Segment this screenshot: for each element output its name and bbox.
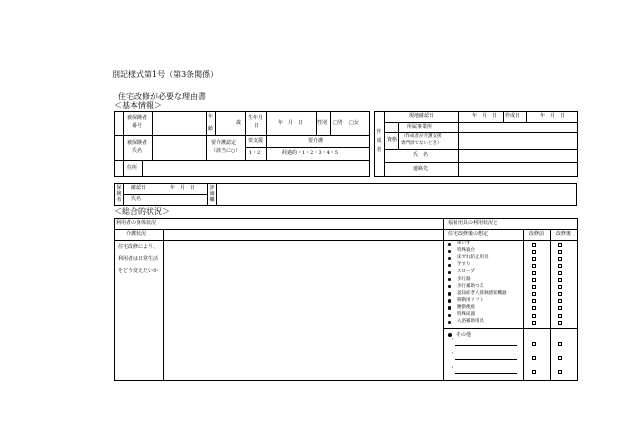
equipment-after-checkbox[interactable] [558,321,562,325]
equipment-item-label: 腰掛便座 [457,304,475,310]
insured-name-field[interactable] [153,136,205,159]
other-before-checkbox[interactable] [532,356,536,360]
author-name-label: 氏 名 [413,152,429,158]
other-item-prefix: ・ [450,351,456,357]
care-status-header: 介護状況 [126,231,147,237]
equipment-after-checkbox[interactable] [558,250,562,254]
form-reference: 別記様式第1号（第3条関係） [112,70,219,79]
qualification-note-2: 専門員でないとき） [401,141,442,146]
visit-date-label: 現地確認日 [409,113,435,119]
desired-change-field[interactable] [164,241,442,380]
equipment-before-checkbox[interactable] [532,321,536,325]
birth-date-value[interactable]: 年 月 日 [278,120,304,126]
equipment-item-label: 入浴補助用具 [457,319,484,325]
section-overall-status: ＜総合的状況＞ [114,207,170,216]
equipment-after-checkbox[interactable] [558,243,562,247]
qualification-note: （作成者が介護支援 [401,134,442,139]
equipment-item-label: 車いす [457,241,471,246]
before-header: 改修前 [529,231,545,237]
insurer-column-label: 保険者 [116,185,122,203]
equipment-before-checkbox[interactable] [532,278,536,282]
other-item-prefix: ・ [450,337,456,343]
equipment-after-checkbox[interactable] [558,299,562,303]
insurer-confirm-date-label: 確認日 [131,185,147,191]
support-label: 要支援 [248,138,264,144]
office-field[interactable] [459,123,577,131]
insured-name-label: 被保険者 [127,140,148,146]
section-basic-info: ＜基本情報＞ [114,101,162,110]
question-line-1: 住宅改修により、 [118,244,159,250]
equipment-item-label: 認知症老人徘徊感知機器 [457,290,507,296]
sex-label: 性別 [317,120,328,126]
physical-status-field[interactable] [164,219,442,229]
equipment-before-checkbox[interactable] [532,306,536,310]
other-item-field[interactable] [455,345,517,346]
contact-label: 連絡先 [413,166,429,172]
birth-label: 生年月 [248,115,264,121]
other-label: その他 [456,332,472,338]
other-item-prefix: ・ [450,365,456,371]
equipment-subheader: 住宅改修後の想定 [448,231,489,237]
equipment-after-checkbox[interactable] [558,271,562,275]
other-after-checkbox[interactable] [558,342,562,346]
age-label-2: 齢 [208,126,214,132]
sex-male-checkbox[interactable]: □男 [333,120,343,126]
equipment-bullet-icon [448,292,451,295]
equipment-after-checkbox[interactable] [558,257,562,261]
author-column-label: 作成者 [376,129,382,153]
age-label: 年 [208,114,214,120]
insured-number-label: 被保険者 [127,115,148,121]
care-levels[interactable]: 経過的・1・2・3・4・5 [282,150,338,156]
equipment-after-checkbox[interactable] [558,314,562,318]
insured-name-label-2: 氏名 [132,148,143,154]
office-label: 所属事業所 [407,124,433,130]
age-unit: 歳 [236,120,242,126]
other-item-field[interactable] [455,373,517,374]
care-status-field[interactable] [164,230,442,240]
equipment-item-label: スロープ [457,269,475,275]
equipment-after-checkbox[interactable] [558,306,562,310]
insurer-name-label: 氏名 [131,196,142,202]
equipment-header: 福祉用具の利用状況と [448,220,499,226]
equipment-before-checkbox[interactable] [532,243,536,247]
equipment-after-checkbox[interactable] [558,278,562,282]
other-after-checkbox[interactable] [558,370,562,374]
equipment-before-checkbox[interactable] [532,285,536,289]
insured-number-label-2: 番号 [132,123,143,129]
equipment-before-checkbox[interactable] [532,292,536,296]
support-levels[interactable]: 1・2 [249,150,261,156]
equipment-before-checkbox[interactable] [532,250,536,254]
equipment-after-checkbox[interactable] [558,285,562,289]
qualification-label: 資格 [387,137,398,143]
question-line-2: 利用者は日常生活 [118,256,159,262]
evaluation-label: 評価欄 [209,185,215,203]
evaluation-field[interactable] [217,184,576,205]
insured-number-field[interactable] [153,112,205,134]
author-name-field[interactable] [459,150,577,161]
equipment-item-label: 手すり [457,262,471,268]
equipment-item-label: 特殊寝台 [457,248,475,254]
equipment-before-checkbox[interactable] [532,257,536,261]
equipment-item-label: 歩行器 [457,276,471,282]
form-title: 住宅改修が必要な理由書 [118,92,206,101]
question-line-3: をどう変えたいか [118,268,159,274]
equipment-item-label: 特殊尿器 [457,312,475,317]
address-label: 住所 [127,165,138,171]
visit-date-value[interactable]: 年 月 日 [472,113,498,119]
insurer-name-field[interactable] [146,195,206,205]
other-before-checkbox[interactable] [532,342,536,346]
address-field[interactable] [143,161,369,176]
qualification-field[interactable] [459,133,577,148]
other-item-field[interactable] [455,359,517,360]
equipment-item-label: 床ずれ防止用具 [457,255,489,261]
care-cert-note: （該当に○） [211,148,241,154]
contact-field[interactable] [459,163,577,176]
care-label: 要介護 [308,138,324,144]
care-cert-label: 要介護認定 [211,140,237,146]
equipment-item-label: 歩行補助つえ [457,283,484,289]
sex-female-checkbox[interactable]: □女 [349,120,359,126]
equipment-before-checkbox[interactable] [532,264,536,268]
insurer-confirm-date-value[interactable]: 年 月 日 [170,185,196,191]
equipment-before-checkbox[interactable] [532,314,536,318]
equipment-before-checkbox[interactable] [532,271,536,275]
equipment-item-label: 移動用リフト [457,297,484,303]
equipment-after-checkbox[interactable] [558,292,562,296]
created-date-value[interactable]: 年 月 日 [540,113,566,119]
equipment-before-checkbox[interactable] [532,299,536,303]
after-header: 改修後 [556,231,572,237]
other-before-checkbox[interactable] [532,370,536,374]
created-date-label: 作成日 [505,113,521,119]
birth-label-2: 日 [254,123,260,129]
other-after-checkbox[interactable] [558,356,562,360]
equipment-after-checkbox[interactable] [558,264,562,268]
physical-status-header: 利用者の身体状況 [116,220,157,226]
